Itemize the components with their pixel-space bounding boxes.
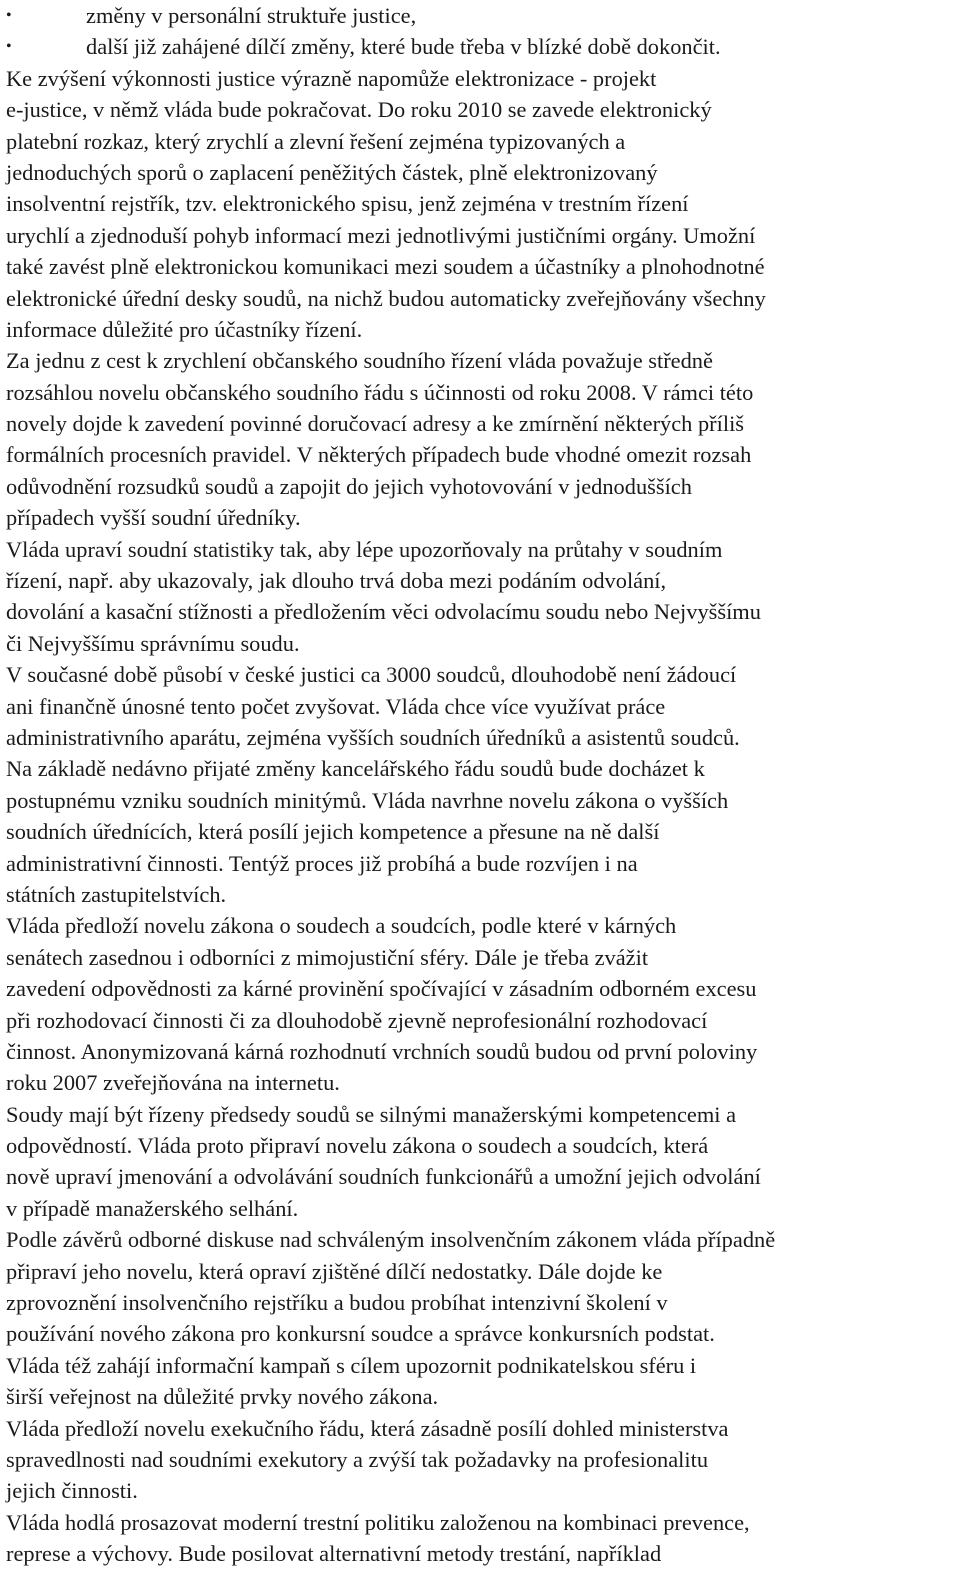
- text-line: soudních úřednících, která posílí jejich kompetence a přesune na ně další: [6, 819, 660, 845]
- text-line: administrativního aparátu, zejména vyšších soudních úředníků a asistentů soudců.: [6, 724, 740, 750]
- bullet-item: [6, 31, 956, 62]
- text-line: rozsáhlou novelu občanského soudního řádu s účinnosti od roku 2008. V rámci této: [6, 379, 754, 405]
- document-body: [6, 63, 956, 1570]
- text-line: platební rozkaz, který zrychlí a zlevní řešení zejména typizovaných a: [6, 128, 626, 154]
- text-line: roku 2007 zveřejňována na internetu.: [6, 1070, 340, 1096]
- text-line: Soudy mají být řízeny předsedy soudů se silnými manažerskými kompetencemi a: [6, 1101, 737, 1127]
- text-line: řízení, např. aby ukazovaly, jak dlouho trvá doba mezi podáním odvolání,: [6, 568, 667, 594]
- text-line: širší veřejnost na důležité prvky nového zákona.: [6, 1384, 439, 1410]
- text-line: nově upraví jmenování a odvolávání soudních funkcionářů a umožní jejich odvolání: [6, 1164, 761, 1190]
- text-line: připraví jeho novelu, která opraví zjištěné dílčí nedostatky. Dále dojde ke: [6, 1258, 663, 1284]
- text-line: Vláda hodlá prosazovat moderní trestní politiku založenou na kombinaci prevence,: [6, 1509, 750, 1535]
- text-line: Vláda též zahájí informační kampaň s cílem upozornit podnikatelskou sféru i: [6, 1352, 697, 1378]
- text-line: formálních procesních pravidel. V některých případech bude vhodné omezit rozsah: [6, 442, 752, 468]
- text-line: urychlí a zjednoduší pohyb informací mezi jednotlivými justičními orgány. Umožní: [6, 222, 756, 248]
- bullet-item: [6, 0, 956, 31]
- text-line: informace důležité pro účastníky řízení.: [6, 316, 363, 342]
- text-line: elektronické úřední desky soudů, na nichž budou automaticky zveřejňovány všechny: [6, 285, 766, 311]
- bullet-icon: •: [6, 38, 12, 56]
- text-line: Ke zvýšení výkonnosti justice výrazně napomůže elektronizace - projekt: [6, 65, 657, 91]
- text-line: státních zastupitelstvích.: [6, 881, 227, 907]
- text-line: či Nejvyššímu správnímu soudu.: [6, 630, 300, 656]
- text-line: jednoduchých sporů o zaplacení peněžitých částek, plně elektronizovaný: [6, 159, 658, 185]
- bullet-icon: •: [6, 7, 12, 24]
- text-line: novely dojde k zavedení povinné doručovací adresy a ke zmírnění některých příliš: [6, 411, 745, 437]
- text-line: V současné době působí v české justici ca 3000 soudců, dlouhodobě není žádoucí: [6, 662, 737, 688]
- text-line: spravedlnosti nad soudními exekutory a zvýší tak požadavky na profesionalitu: [6, 1446, 709, 1472]
- text-line: ani finančně únosné tento počet zvyšovat. Vláda chce více využívat práce: [6, 693, 666, 719]
- text-line: Vláda předloží novelu zákona o soudech a soudcích, podle které v kárných: [6, 913, 677, 939]
- text-line: v případě manažerského selhání.: [6, 1195, 299, 1221]
- text-line: senátech zasednou i odborníci z mimojustiční sféry. Dále je třeba zvážit: [6, 944, 649, 970]
- text-line: postupnému vzniku soudních minitýmů. Vláda navrhne novelu zákona o vyšších: [6, 787, 729, 813]
- text-line: jejich činnosti.: [6, 1478, 138, 1504]
- text-line: Vláda předloží novelu exekučního řádu, která zásadně posílí dohled ministerstva: [6, 1415, 729, 1441]
- text-line: zprovoznění insolvenčního rejstříku a budou probíhat intenzivní školení v: [6, 1290, 668, 1316]
- bullet-text: změny v personální struktuře justice,: [86, 3, 417, 28]
- text-line: zavedení odpovědnosti za kárné provinění spočívající v zásadním odborném excesu: [6, 976, 757, 1002]
- bullet-text: další již zahájené dílčí změny, které bude třeba v blízké době dokončit.: [86, 34, 721, 60]
- text-line: používání nového zákona pro konkursní soudce a správce konkursních podstat.: [6, 1321, 715, 1347]
- text-line: e-justice, v němž vláda bude pokračovat. Do roku 2010 se zavede elektronický: [6, 97, 712, 123]
- text-line: odpovědností. Vláda proto připraví novelu zákona o soudech a soudcích, která: [6, 1133, 709, 1159]
- text-line: činnost. Anonymizovaná kárná rozhodnutí vrchních soudů budou od první poloviny: [6, 1038, 758, 1064]
- text-line: insolventní rejstřík, tzv. elektronického spisu, jenž zejména v trestním řízení: [6, 191, 689, 217]
- text-line: represe a výchovy. Bude posilovat alternativní metody trestání, například: [6, 1541, 662, 1567]
- text-line: Na základě nedávno přijaté změny kancelářského řádu soudů bude docházet k: [6, 756, 705, 782]
- text-line: případech vyšší soudní úředníky.: [6, 505, 301, 531]
- text-line: odůvodnění rozsudků soudů a zapojit do jejich vyhotovování v jednodušších: [6, 473, 692, 499]
- text-line: Podle závěrů odborné diskuse nad schváleným insolvenčním zákonem vláda případně: [6, 1227, 776, 1253]
- text-line: dovolání a kasační stížnosti a předložením věci odvolacímu soudu nebo Nejvyššímu: [6, 599, 761, 625]
- text-line: také zavést plně elektronickou komunikaci mezi soudem a účastníky a plnohodnotné: [6, 254, 765, 280]
- text-line: administrativní činnosti. Tentýž proces již probíhá a bude rozvíjen i na: [6, 850, 638, 876]
- text-line: Vláda upraví soudní statistiky tak, aby lépe upozorňovaly na průtahy v soudním: [6, 536, 723, 562]
- text-line: Za jednu z cest k zrychlení občanského soudního řízení vláda považuje středně: [6, 348, 713, 374]
- text-line: při rozhodovací činnosti či za dlouhodobě zjevně neprofesionální rozhodovací: [6, 1007, 708, 1033]
